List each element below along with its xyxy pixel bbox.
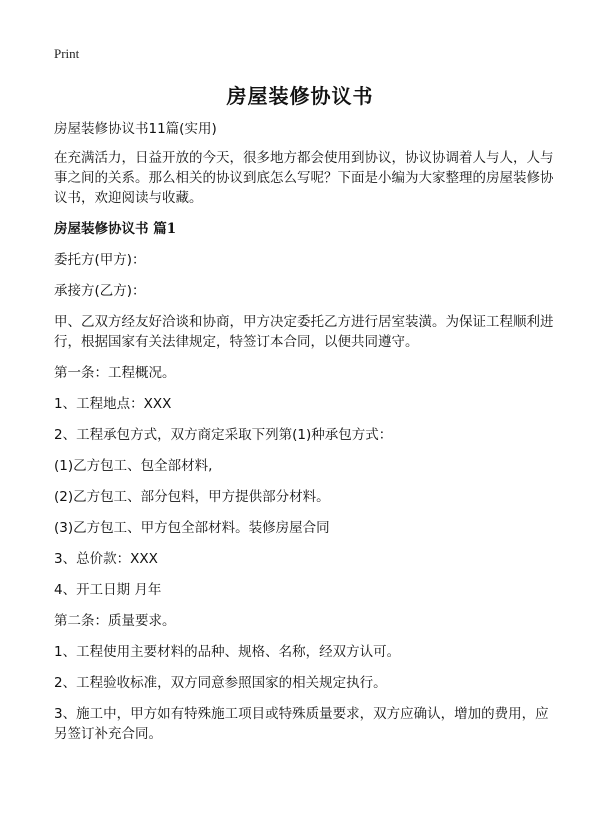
paragraph-contract-mode: 2、工程承包方式，双方商定采取下列第(1)种承包方式： (54, 427, 393, 443)
paragraph-total-price: 3、总价款：XXX (54, 551, 158, 567)
intro-paragraph: 在充满活力，日益开放的今天，很多地方都会使用到协议，协议协调着人与人，人与事之间的关系。那么相关的协议到底怎么写呢？下面是小编为大家整理的房屋装修协议书，欢迎阅读与收藏。 (54, 150, 554, 206)
section-heading: 房屋装修协议书 篇1 (54, 221, 177, 237)
paragraph-acceptance: 2、工程验收标准，双方同意参照国家的相关规定执行。 (54, 675, 387, 691)
paragraph-mode-3: (3)乙方包工、甲方包全部材料。装修房屋合同 (54, 520, 330, 536)
paragraph-article-2: 第二条：质量要求。 (54, 613, 176, 629)
document-subtitle: 房屋装修协议书11篇(实用) (54, 121, 217, 137)
paragraph-start-date: 4、开工日期 月年 (54, 582, 162, 598)
paragraph-agreement: 甲、乙双方经友好洽谈和协商，甲方决定委托乙方进行居室装潢。为保证工程顺利进行，根据国家有关法律规定，特签订本合同，以便共同遵守。 (54, 314, 554, 350)
document-body (54, 119, 554, 755)
paragraph-article-1: 第一条：工程概况。 (54, 365, 176, 381)
paragraph-location: 1、工程地点：XXX (54, 396, 172, 412)
print-link[interactable]: Print (54, 46, 80, 61)
paragraph-materials: 1、工程使用主要材料的品种、规格、名称，经双方认可。 (54, 644, 401, 660)
paragraph-special-requirements: 3、施工中，甲方如有特殊施工项目或特殊质量要求，双方应确认，增加的费用，应另签订补充合同。 (54, 706, 549, 742)
paragraph-client: 委托方(甲方)： (54, 252, 146, 268)
paragraph-mode-2: (2)乙方包工、部分包料，甲方提供部分材料。 (54, 489, 330, 505)
paragraph-mode-1: (1)乙方包工、包全部材料, (54, 458, 213, 474)
document-title: 房屋装修协议书 (226, 84, 374, 108)
paragraph-contractor: 承接方(乙方)： (54, 283, 146, 299)
